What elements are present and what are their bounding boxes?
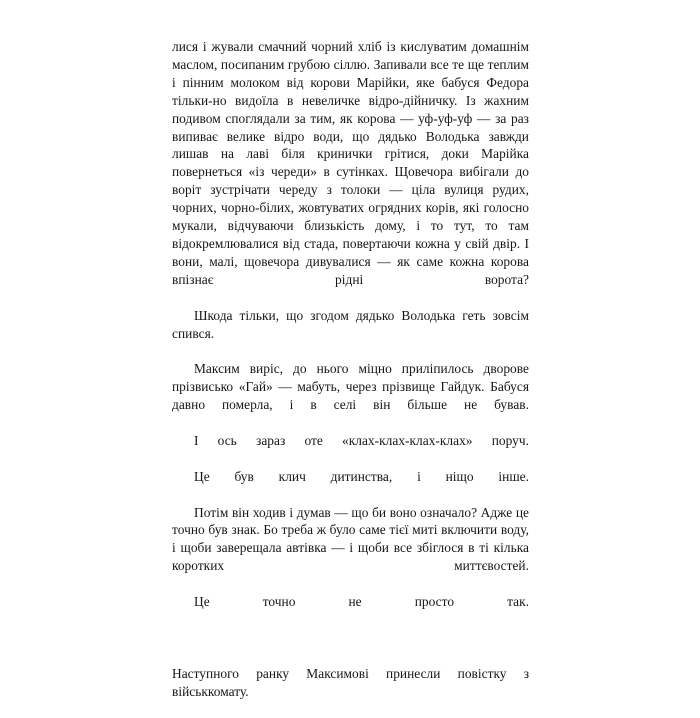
paragraph: Це був клич дитинства, і ніщо інше. (194, 468, 529, 484)
body-text-column (172, 38, 529, 718)
paragraph: Це точно не просто так. (194, 594, 529, 610)
paragraph-closing: Наступного ранку Максимові принесли повістку з військкомату. (172, 665, 529, 699)
paragraph-continued: лися і жували смачний чорний хліб із кислуватим домашнім маслом, посипаним грубою сіллю. Запивали все те ще теплим і пінним молоком від корови Марійки, яке бабуся Федора тільки-но видоїла в невеличке відро-дійничку. Із жахним подивом споглядали за тим, як корова — уф-уф-уф — за раз випиває велике відро води, що дядько Володька завжди лишав на лаві біля кринички грітися, доки Марійка повернеться «із череди» в сутінках. Щовечора вибігали до воріт зустрічати череду з толоки — ціла вулиця рудих, чорних, чорно-білих, жовтуватих огрядних корів, які голосно мукали, відчуваючи близькість дому, і то тут, то там відокремлювалися від стада, повертаючи кожна у свій двір. І вони, малі, щовечора дивувалися — як саме кожна корова впізнає рідні ворота? (172, 39, 529, 287)
paragraph: Потім він ходив і думав — що би воно означало? Адже це точно був знак. Бо треба ж було саме тієї миті включити воду, і щоби заверещала автівка — і щоби все збіглося в ті кілька коротких миттєвостей. (172, 504, 529, 574)
paragraph: Максим виріс, до нього міцно приліпилось дворове прізвисько «Гай» — мабуть, через прізвище Гайдук. Бабуся давно померла, і в селі він більше не бував. (172, 361, 529, 413)
paragraph: І ось зараз оте «клах-клах-клах-клах» поруч. (194, 432, 529, 448)
paragraph: Шкода тільки, що згодом дядько Володька геть зовсім спився. (172, 307, 529, 341)
